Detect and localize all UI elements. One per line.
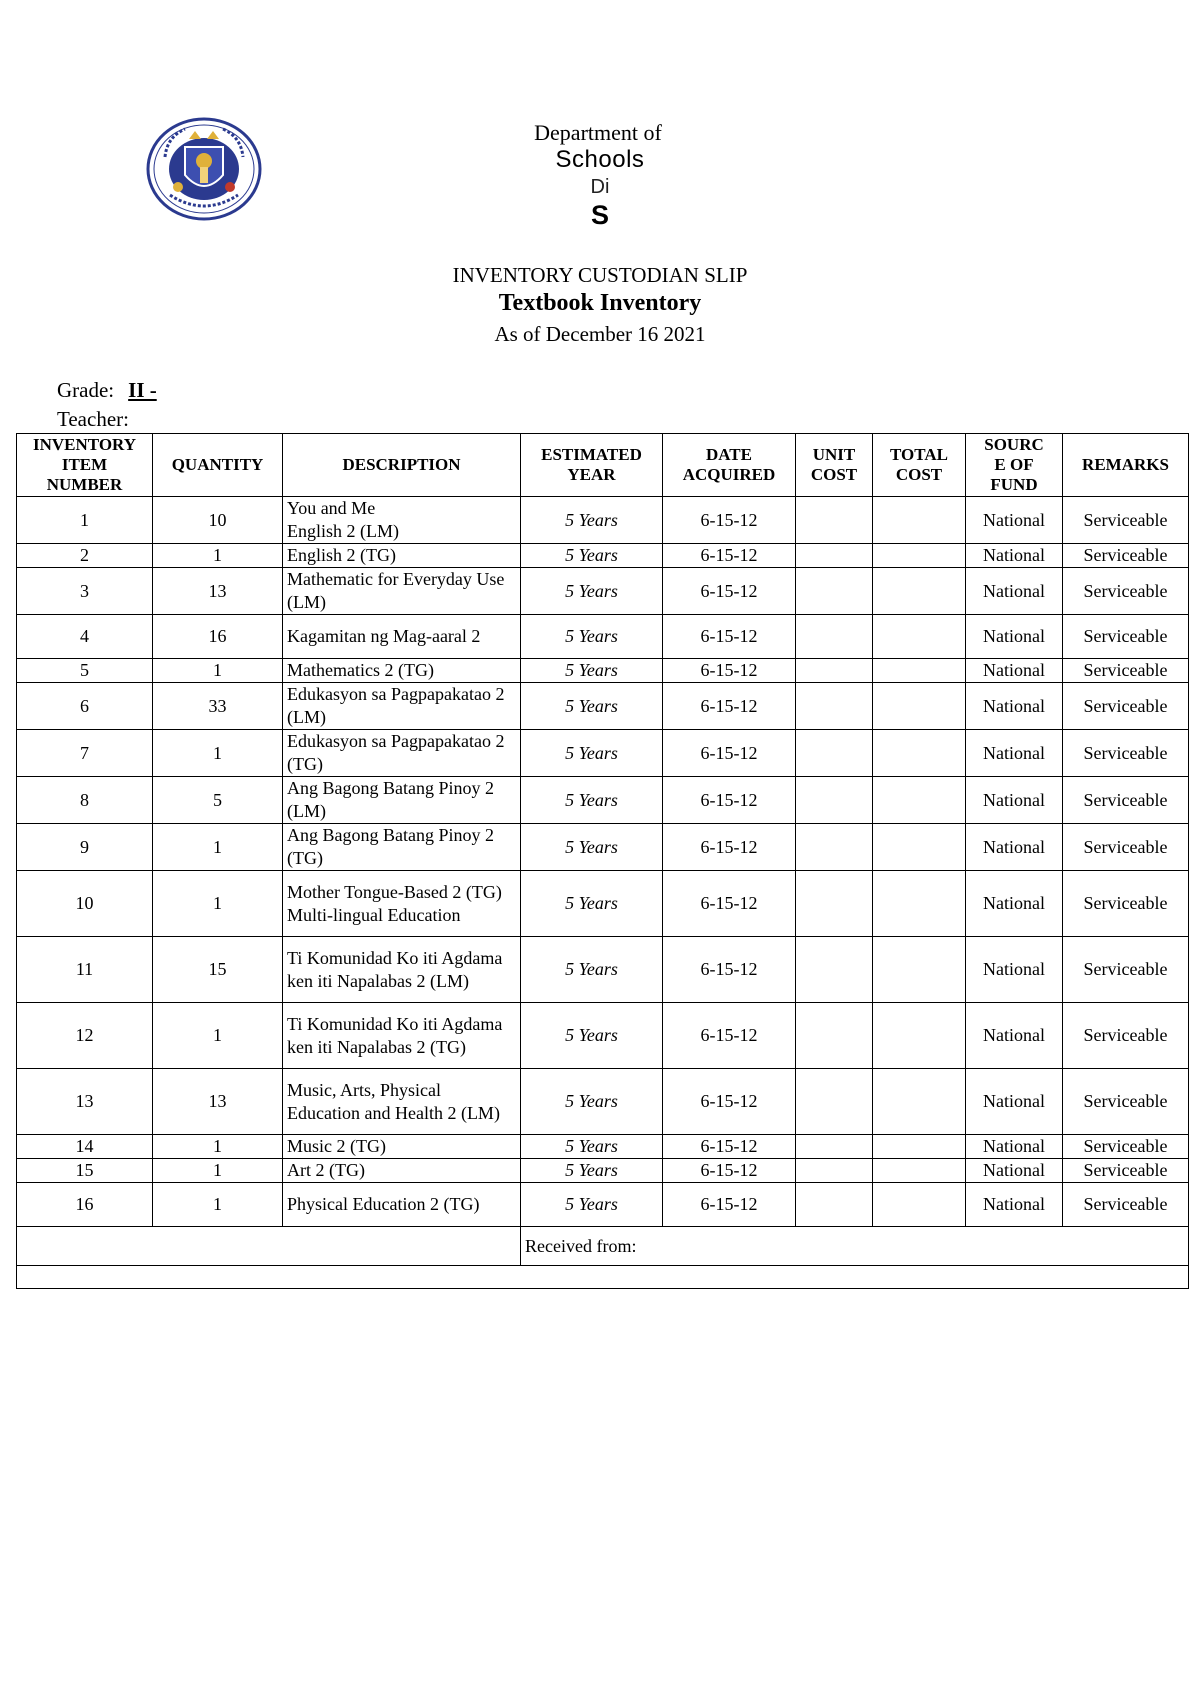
unit-cost-cell (796, 1159, 873, 1183)
received-from-cell (521, 1227, 1189, 1266)
description-cell: Mother Tongue-Based 2 (TG) Multi-lingual Education (283, 871, 521, 937)
table-row (17, 683, 1189, 730)
date-acquired-cell: 6-15-12 (663, 1183, 796, 1227)
item-number-cell: 12 (17, 1003, 153, 1069)
table-row (17, 730, 1189, 777)
source-of-fund-cell: National (966, 1183, 1063, 1227)
unit-cost-cell (796, 777, 873, 824)
col-estimated-year-header: ESTIMATED YEAR (521, 434, 663, 497)
total-cost-cell (873, 615, 966, 659)
remarks-cell: Serviceable (1063, 615, 1189, 659)
description-cell: Mathematic for Everyday Use (LM) (283, 568, 521, 615)
source-of-fund-cell: National (966, 1135, 1063, 1159)
source-of-fund-cell: National (966, 544, 1063, 568)
col-item-number-header: INVENTORY ITEM NUMBER (17, 434, 153, 497)
quantity-cell: 1 (153, 730, 283, 777)
unit-cost-cell (796, 683, 873, 730)
description-cell: Ang Bagong Batang Pinoy 2 (LM) (283, 777, 521, 824)
item-number-cell: 4 (17, 615, 153, 659)
col-remarks-header: REMARKS (1063, 434, 1189, 497)
item-number-cell: 14 (17, 1135, 153, 1159)
date-acquired-cell: 6-15-12 (663, 683, 796, 730)
total-cost-cell (873, 568, 966, 615)
remarks-cell: Serviceable (1063, 937, 1189, 1003)
source-of-fund-cell: National (966, 1003, 1063, 1069)
description-cell: Edukasyon sa Pagpapakatao 2 (TG) (283, 730, 521, 777)
description-cell: Physical Education 2 (TG) (283, 1183, 521, 1227)
source-of-fund-cell: National (966, 568, 1063, 615)
item-number-cell: 11 (17, 937, 153, 1003)
quantity-cell: 1 (153, 659, 283, 683)
source-of-fund-cell: National (966, 1159, 1063, 1183)
unit-cost-cell (796, 937, 873, 1003)
total-cost-cell (873, 824, 966, 871)
unit-cost-cell (796, 1135, 873, 1159)
total-cost-cell (873, 1135, 966, 1159)
unit-cost-cell (796, 871, 873, 937)
total-cost-cell (873, 683, 966, 730)
description-cell: English 2 (TG) (283, 544, 521, 568)
estimated-year-cell: 5 Years (521, 1159, 663, 1183)
inventory-table (16, 433, 1189, 1289)
source-of-fund-cell: National (966, 937, 1063, 1003)
date-acquired-cell: 6-15-12 (663, 615, 796, 659)
total-cost-cell (873, 1183, 966, 1227)
unit-cost-cell (796, 615, 873, 659)
estimated-year-cell: 5 Years (521, 777, 663, 824)
source-of-fund-cell: National (966, 871, 1063, 937)
table-row (17, 871, 1189, 937)
date-acquired-cell: 6-15-12 (663, 544, 796, 568)
remarks-cell: Serviceable (1063, 1183, 1189, 1227)
date-acquired-cell: 6-15-12 (663, 824, 796, 871)
date-acquired-cell: 6-15-12 (663, 937, 796, 1003)
teacher-line (57, 407, 129, 432)
unit-cost-cell (796, 568, 873, 615)
item-number-cell: 5 (17, 659, 153, 683)
quantity-cell: 13 (153, 1069, 283, 1135)
unit-cost-cell (796, 544, 873, 568)
unit-cost-cell (796, 824, 873, 871)
source-of-fund-cell: National (966, 497, 1063, 544)
item-number-cell: 10 (17, 871, 153, 937)
estimated-year-cell: 5 Years (521, 824, 663, 871)
remarks-cell: Serviceable (1063, 1069, 1189, 1135)
description-cell: Ang Bagong Batang Pinoy 2 (TG) (283, 824, 521, 871)
estimated-year-cell: 5 Years (521, 871, 663, 937)
received-blank-cell (17, 1227, 521, 1266)
received-row (17, 1227, 1189, 1266)
table-row (17, 824, 1189, 871)
source-of-fund-cell: National (966, 615, 1063, 659)
estimated-year-cell: 5 Years (521, 1135, 663, 1159)
total-cost-cell (873, 659, 966, 683)
remarks-cell: Serviceable (1063, 777, 1189, 824)
slip-title: INVENTORY CUSTODIAN SLIP (452, 263, 748, 287)
school-initial: S (590, 200, 609, 230)
table-row (17, 937, 1189, 1003)
item-number-cell: 15 (17, 1159, 153, 1183)
quantity-cell: 10 (153, 497, 283, 544)
quantity-cell: 1 (153, 824, 283, 871)
remarks-cell: Serviceable (1063, 568, 1189, 615)
grade-line (57, 378, 157, 403)
quantity-cell: 16 (153, 615, 283, 659)
date-acquired-cell: 6-15-12 (663, 1069, 796, 1135)
table-row (17, 1069, 1189, 1135)
unit-cost-cell (796, 659, 873, 683)
quantity-cell: 13 (153, 568, 283, 615)
remarks-cell: Serviceable (1063, 871, 1189, 937)
received-from-label: Received from: (525, 1235, 637, 1256)
quantity-cell: 5 (153, 777, 283, 824)
source-of-fund-cell: National (966, 683, 1063, 730)
date-acquired-cell: 6-15-12 (663, 659, 796, 683)
table-row (17, 568, 1189, 615)
total-cost-cell (873, 1003, 966, 1069)
source-of-fund-cell: National (966, 659, 1063, 683)
remarks-cell: Serviceable (1063, 824, 1189, 871)
date-acquired-cell: 6-15-12 (663, 497, 796, 544)
quantity-cell: 15 (153, 937, 283, 1003)
total-cost-cell (873, 871, 966, 937)
as-of-date: As of December 16 2021 (494, 322, 706, 346)
item-number-cell: 16 (17, 1183, 153, 1227)
quantity-cell: 1 (153, 1159, 283, 1183)
description-cell: You and Me English 2 (LM) (283, 497, 521, 544)
schools-label: Schools (555, 146, 645, 173)
footer-blank-cell (17, 1266, 1189, 1289)
estimated-year-cell: 5 Years (521, 1183, 663, 1227)
total-cost-cell (873, 497, 966, 544)
unit-cost-cell (796, 1183, 873, 1227)
teacher-label: Teacher: (57, 407, 129, 431)
source-of-fund-cell: National (966, 730, 1063, 777)
department-label: Department of (534, 120, 662, 145)
date-acquired-cell: 6-15-12 (663, 1003, 796, 1069)
table-row (17, 1003, 1189, 1069)
date-acquired-cell: 6-15-12 (663, 568, 796, 615)
unit-cost-cell (796, 1069, 873, 1135)
total-cost-cell (873, 937, 966, 1003)
estimated-year-cell: 5 Years (521, 497, 663, 544)
estimated-year-cell: 5 Years (521, 568, 663, 615)
col-date-acquired-header: DATE ACQUIRED (663, 434, 796, 497)
table-row (17, 659, 1189, 683)
unit-cost-cell (796, 497, 873, 544)
description-cell: Music 2 (TG) (283, 1135, 521, 1159)
quantity-cell: 1 (153, 1183, 283, 1227)
remarks-cell: Serviceable (1063, 1003, 1189, 1069)
total-cost-cell (873, 1159, 966, 1183)
table-row (17, 544, 1189, 568)
item-number-cell: 3 (17, 568, 153, 615)
description-cell: Music, Arts, Physical Education and Health 2 (LM) (283, 1069, 521, 1135)
table-row (17, 1183, 1189, 1227)
date-acquired-cell: 6-15-12 (663, 1159, 796, 1183)
source-of-fund-cell: National (966, 1069, 1063, 1135)
item-number-cell: 2 (17, 544, 153, 568)
total-cost-cell (873, 1069, 966, 1135)
date-acquired-cell: 6-15-12 (663, 1135, 796, 1159)
col-description-header: DESCRIPTION (283, 434, 521, 497)
table-row (17, 777, 1189, 824)
estimated-year-cell: 5 Years (521, 659, 663, 683)
estimated-year-cell: 5 Years (521, 730, 663, 777)
remarks-cell: Serviceable (1063, 1135, 1189, 1159)
table-row (17, 1159, 1189, 1183)
estimated-year-cell: 5 Years (521, 1003, 663, 1069)
item-number-cell: 7 (17, 730, 153, 777)
document-title: Textbook Inventory (498, 290, 702, 316)
total-cost-cell (873, 730, 966, 777)
total-cost-cell (873, 544, 966, 568)
item-number-cell: 8 (17, 777, 153, 824)
item-number-cell: 9 (17, 824, 153, 871)
table-row (17, 497, 1189, 544)
table-row (17, 615, 1189, 659)
source-of-fund-cell: National (966, 824, 1063, 871)
grade-label: Grade: (57, 378, 115, 402)
remarks-cell: Serviceable (1063, 659, 1189, 683)
item-number-cell: 6 (17, 683, 153, 730)
remarks-cell: Serviceable (1063, 730, 1189, 777)
description-cell: Kagamitan ng Mag-aaral 2 (283, 615, 521, 659)
unit-cost-cell (796, 730, 873, 777)
remarks-cell: Serviceable (1063, 683, 1189, 730)
date-acquired-cell: 6-15-12 (663, 730, 796, 777)
estimated-year-cell: 5 Years (521, 683, 663, 730)
quantity-cell: 1 (153, 544, 283, 568)
description-cell: Ti Komunidad Ko iti Agdama ken iti Napalabas 2 (LM) (283, 937, 521, 1003)
quantity-cell: 33 (153, 683, 283, 730)
quantity-cell: 1 (153, 1003, 283, 1069)
date-acquired-cell: 6-15-12 (663, 871, 796, 937)
estimated-year-cell: 5 Years (521, 1069, 663, 1135)
col-unit-cost-header: UNIT COST (796, 434, 873, 497)
remarks-cell: Serviceable (1063, 544, 1189, 568)
date-acquired-cell: 6-15-12 (663, 777, 796, 824)
description-cell: Art 2 (TG) (283, 1159, 521, 1183)
description-cell: Ti Komunidad Ko iti Agdama ken iti Napalabas 2 (TG) (283, 1003, 521, 1069)
table-row (17, 1135, 1189, 1159)
table-header-row (17, 434, 1189, 497)
grade-value: II - (128, 378, 157, 402)
col-quantity-header: QUANTITY (153, 434, 283, 497)
remarks-cell: Serviceable (1063, 1159, 1189, 1183)
description-cell: Mathematics 2 (TG) (283, 659, 521, 683)
source-of-fund-cell: National (966, 777, 1063, 824)
col-source-of-fund-header: SOURC E OF FUND (966, 434, 1063, 497)
estimated-year-cell: 5 Years (521, 937, 663, 1003)
item-number-cell: 13 (17, 1069, 153, 1135)
col-total-cost-header: TOTAL COST (873, 434, 966, 497)
division-label: Di (590, 176, 610, 198)
remarks-cell: Serviceable (1063, 497, 1189, 544)
quantity-cell: 1 (153, 871, 283, 937)
description-cell: Edukasyon sa Pagpapakatao 2 (LM) (283, 683, 521, 730)
footer-blank-row (17, 1266, 1189, 1289)
quantity-cell: 1 (153, 1135, 283, 1159)
estimated-year-cell: 5 Years (521, 544, 663, 568)
unit-cost-cell (796, 1003, 873, 1069)
item-number-cell: 1 (17, 497, 153, 544)
estimated-year-cell: 5 Years (521, 615, 663, 659)
total-cost-cell (873, 777, 966, 824)
